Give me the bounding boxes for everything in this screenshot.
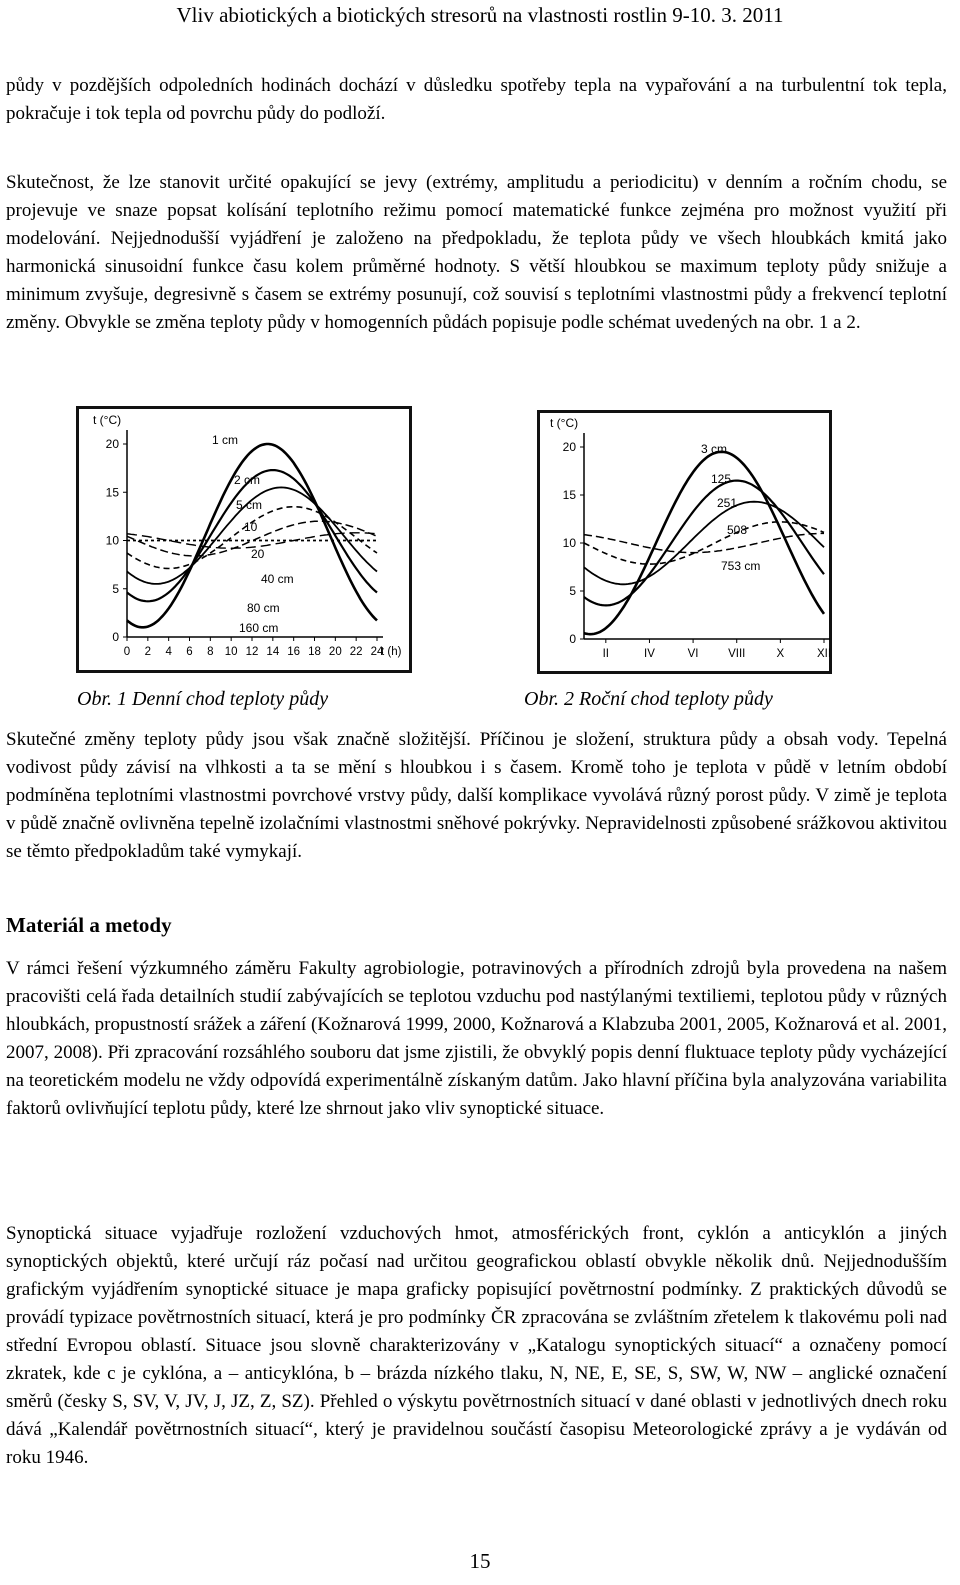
series-label: 3 cm [701, 442, 728, 456]
figure-1-caption: Obr. 1 Denní chod teploty půdy [77, 688, 329, 710]
series-label: 508 [727, 523, 748, 537]
x-tick-label: 12 [245, 646, 259, 658]
x-axis-label: t (h) [381, 646, 402, 658]
paragraph-2: Skutečnost, že lze stanovit určité opakující se jevy (extrémy, amplitudu a periodicitu) v denním a ročním chodu, se projevuje ve snaze popsat kolísání teplotního režimu pomocí matematické funkce zejména pro možnost využití při modelování. Nejjednodušší vyjádření je založeno na předpokladu, že teplota půdy ve všech hloubkách kmitá jako harmonická sinusoidní funkce času kolem průměrné hodnoty. S větší hloubkou se maximum teploty půdy snižuje a minimum zvyšuje, degresivně s časem se extrémy posunují, což souvisí s teplotními vlastnostmi půdy a frekvencí teplotní změny. Obvykle se změna teploty půdy v homogenních půdách popisuje podle schémat uvedených na obr. 1 a 2. [6, 172, 947, 333]
x-tick-label: IV [644, 648, 655, 660]
section-heading: Materiál a metody [6, 913, 172, 937]
y-tick-label: 10 [105, 533, 119, 548]
y-tick-label: 15 [562, 488, 576, 502]
series-label: 125 [711, 472, 732, 486]
paragraph-1: půdy v pozdějších odpoledních hodinách dochází v důsledku spotřeby tepla na vypařování a na turbulentní tok tepla, pokračuje i tok tepla od povrchu půdy do podloží. [6, 75, 947, 124]
y-tick-label: 20 [105, 437, 119, 451]
x-tick-label: 24 [370, 646, 384, 658]
figure-2-annual-soil-temperature [537, 410, 832, 674]
series-line-3-cm [584, 452, 824, 634]
x-tick-label: 6 [186, 646, 193, 658]
x-tick-label: 20 [328, 646, 342, 658]
series-label: 20 [251, 547, 265, 561]
x-tick-label: 0 [123, 646, 131, 658]
series-line-2-cm [127, 470, 377, 601]
series-label: 753 cm [721, 559, 761, 573]
y-tick-label: 0 [569, 632, 576, 646]
x-tick-label: VIII [728, 648, 746, 660]
paragraph-5: Synoptická situace vyjadřuje rozložení vzduchových hmot, atmosférických front, cyklón a anticyklón a jiných synoptických objektů, které určují ráz počasí nad určitou geografickou oblastí obvykle několik dnů. Nejjednodušším grafickým vyjádřením synoptické situace je mapa graficky popisující povětrnostní podmínky. Z praktických důvodů se provádí typizace povětrnostních situací, která je pro podmínky ČR zpracována se zvláštním zřetelem k tlakovému poli nad střední Evropou oblastí. Situace jsou slovně charakterizovány v „Katalogu synoptických situací“ a označeny pomocí zkratek, kde c je cyklóna, a – anticyklóna, b – brázda nízkého tlaku, N, NE, E, SE, S, SW, W, NW – anglické označení směrů (česky S, SV, V, JV, J, JZ, Z, SZ). Přehled o výskytu povětrnostních situací v dané oblasti v jednotlivých dnech roku dává „Kalendář povětrnostních situací“, který je pravidelnou součástí časopisu Meteorologické zprávy a je vydáván od roku 1946. [6, 1223, 947, 1468]
y-tick-label: 5 [112, 581, 119, 596]
paragraph-4: V rámci řešení výzkumného záměru Fakulty agrobiologie, potravinových a přírodních zdrojů byla provedena na našem pracovišti celá řada detailních studií zabývajících se teplotou vzduchu pod nastýlanými textiliemi, teplotou půdy v různých hloubkách, propustností srážek a záření (Kožnarová 1999, 2000, Kožnarová a Klabzuba 2001, 2005, Kožnarová et al. 2001, 2007, 2008). Při zpracování rozsáhlého souboru dat jsme zjistili, že obvyklý popis denní fluktuace teploty půdy vycházející na teoretickém modelu ne vždy odpovídá experimentálně získaným datům. Jako hlavní příčina byla analyzována variabilita faktorů ovlivňující teplotu půdy, které lze shrnout jako vliv synoptické situace. [6, 958, 947, 1119]
y-tick-label: 5 [569, 584, 576, 598]
x-tick-label: 16 [287, 646, 301, 658]
x-tick-label: 22 [349, 646, 363, 658]
figure-2-chart [540, 413, 832, 671]
y-tick-label: 20 [562, 440, 576, 454]
x-tick-label: 10 [224, 646, 238, 658]
x-tick-label: X [776, 648, 785, 660]
figure-1-chart [79, 409, 409, 670]
y-axis-label: t (°C) [550, 416, 579, 430]
x-tick-label: 18 [308, 646, 321, 658]
y-tick-label: 10 [562, 536, 576, 550]
series-label: 160 cm [239, 621, 279, 635]
y-tick-label: 15 [105, 485, 119, 500]
x-tick-label: XII [816, 648, 832, 660]
x-tick-label: 4 [165, 646, 172, 658]
paragraph-3: Skutečné změny teploty půdy jsou však značně složitější. Příčinou je složení, struktura půdy a obsah vody. Tepelná vodivost půdy závisí na vlhkosti a ta se mění s hloubkou i s časem. Kromě toho je teplota v půdě v letním období podmíněna teplotními vlastnostmi povrchové vrstvy půdy, další komplikace vyvolává různý porost půdy. V zimě je teplota v půdě značně ovlivněna tepelně izolačními vlastnostmi sněhové pokrývky. Nepravidelnosti způsobené srážkovou aktivitou se těmto předpokladům také vymykají. [6, 729, 947, 862]
series-label: 251 [717, 496, 738, 510]
figure-2-caption: Obr. 2 Roční chod teploty půdy [524, 688, 773, 710]
x-tick-label: 14 [266, 646, 280, 658]
series-label: 80 cm [247, 601, 280, 615]
x-tick-label: VI [687, 648, 699, 660]
series-label: 2 cm [234, 473, 261, 487]
series-label: 40 cm [261, 572, 294, 586]
series-label: 1 cm [212, 433, 239, 447]
page-header: Vliv abiotických a biotických stresorů na vlastnosti rostlin 9-10. 3. 2011 [176, 3, 784, 27]
page-number: 15 [469, 1549, 491, 1573]
y-tick-label: 0 [112, 630, 119, 644]
series-line-1-cm [127, 444, 377, 627]
x-tick-label: II [602, 648, 610, 660]
x-tick-label: 2 [144, 646, 152, 658]
series-label: 10 [244, 520, 258, 534]
figure-1-daily-soil-temperature [76, 406, 412, 673]
series-label: 5 cm [236, 498, 263, 512]
x-tick-label: 8 [207, 646, 214, 658]
y-axis-label: t (°C) [93, 413, 122, 427]
